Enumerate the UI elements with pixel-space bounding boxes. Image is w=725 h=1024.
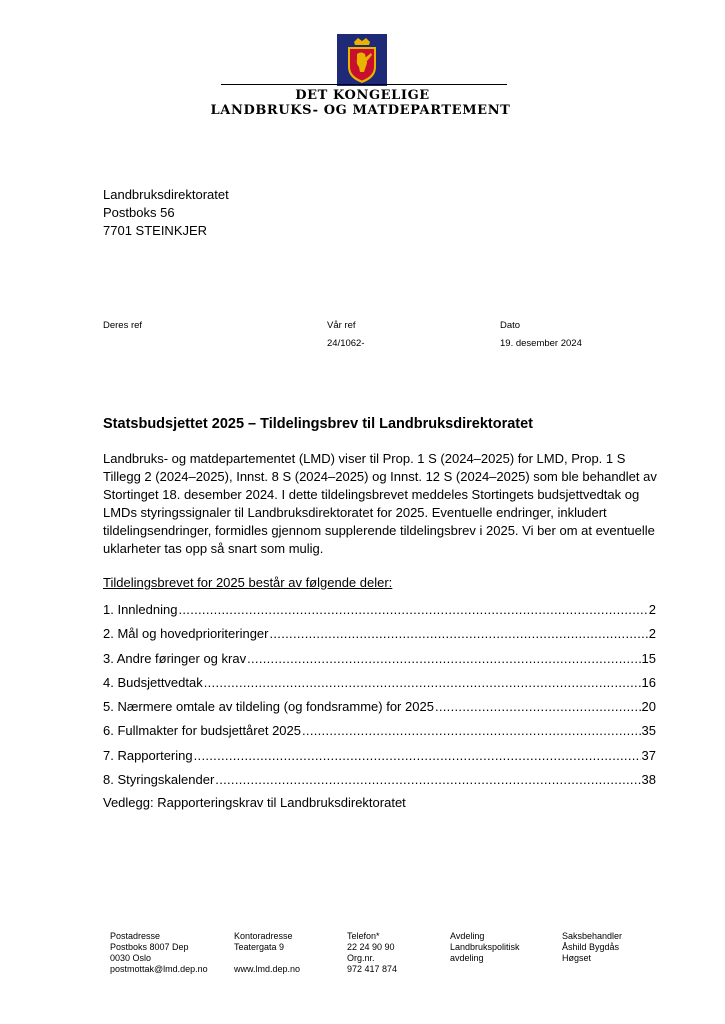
toc-entry-page: 38 (641, 772, 656, 788)
toc-leader (178, 602, 647, 617)
footer-line: 972 417 874 (347, 964, 398, 974)
footer-line: avdeling (450, 953, 484, 963)
toc-entry-label: 7. Rapportering (103, 747, 193, 763)
your-ref-label: Deres ref (103, 320, 143, 331)
letter-title: Statsbudsjettet 2025 – Tildelingsbrev til Landbruksdirektoratet (103, 416, 534, 432)
footer-label: Avdeling (450, 931, 485, 941)
toc-entry-page: 35 (641, 723, 656, 739)
footer-line: Høgset (562, 953, 592, 963)
toc-leader (247, 651, 640, 666)
toc-entry[interactable] (103, 675, 656, 699)
coat-of-arms-logo (337, 34, 387, 86)
toc-entry[interactable] (103, 651, 656, 675)
toc-entry-page: 16 (641, 674, 656, 690)
header-rule (221, 84, 507, 85)
toc-entry-label: 4. Budsjettvedtak (103, 674, 203, 690)
footer-line: Postboks 8007 Dep (110, 942, 189, 952)
toc-entry[interactable] (103, 626, 656, 650)
toc-entry-page: 15 (641, 650, 656, 666)
footer-line: 0030 Oslo (110, 953, 152, 963)
toc-leader (269, 626, 647, 641)
intro-paragraph: Landbruks- og matdepartementet (LMD) viser til Prop. 1 S (2024–2025) for LMD, Prop. 1 S Tillegg 2 (2024–2025), Innst. 8 S (2024–2025) og Innst. 12 S (2024–2025) som ble behandlet av Stortinget 18. desember 2024. I dette tildelingsbrevet meddeles Stortingets budsjettvedtak og LMDs styringssignaler til Landbruksdirektoratet for 2025. Eventuelle endringer, inkludert tildelingsendringer, formidles gjennom supplerende tildelingsbrev i 2025. Vi ber om at eventuelle uklarheter tas opp så snart som mulig. (103, 451, 657, 556)
footer-line (234, 953, 300, 964)
toc-entry-label: 8. Styringskalender (103, 772, 215, 788)
toc-entry-label: 3. Andre føringer og krav (103, 650, 247, 666)
recipient-address (103, 186, 229, 240)
toc-entry[interactable] (103, 723, 656, 747)
footer-office-address (234, 931, 300, 975)
toc-entry-page: 2 (648, 626, 656, 642)
toc-entry-label: 5. Nærmere omtale av tildeling (og fondsramme) for 2025 (103, 699, 434, 715)
footer-label: Postadresse (110, 931, 161, 941)
our-ref-value: 24/1062- (327, 338, 365, 349)
recipient-postal: 7701 STEINKJER (103, 223, 208, 238)
footer-line: Landbrukspolitisk (450, 942, 520, 952)
attachment-line: Vedlegg: Rapporteringskrav til Landbruksdirektoratet (103, 795, 406, 810)
footer-label: Saksbehandler (562, 931, 623, 941)
table-of-contents (103, 602, 656, 796)
footer-website[interactable]: www.lmd.dep.no (234, 964, 301, 974)
our-ref-label: Vår ref (327, 320, 356, 331)
footer-line: Teatergata 9 (234, 942, 285, 952)
footer-line: 22 24 90 90 (347, 942, 395, 952)
toc-entry-label: 1. Innledning (103, 602, 178, 617)
footer-phone (347, 931, 397, 975)
toc-entry[interactable] (103, 772, 656, 796)
footer-line: Org.nr. (347, 953, 375, 963)
toc-entry-label: 2. Mål og hovedprioriteringer (103, 626, 269, 642)
date-value: 19. desember 2024 (500, 338, 582, 349)
toc-leader (194, 748, 641, 763)
toc-entry-page: 2 (648, 602, 656, 617)
footer-label: Kontoradresse (234, 931, 293, 941)
date-label: Dato (500, 320, 521, 331)
recipient-street: Postboks 56 (103, 205, 175, 220)
footer-label: Telefon* (347, 931, 380, 941)
toc-heading: Tildelingsbrevet for 2025 består av følgende deler: (103, 575, 393, 590)
recipient-name: Landbruksdirektoratet (103, 187, 229, 202)
footer-case-officer (562, 931, 622, 964)
footer-email[interactable]: postmottak@lmd.dep.no (110, 964, 208, 974)
toc-leader (215, 772, 640, 787)
toc-entry-page: 37 (641, 747, 656, 763)
toc-entry[interactable] (103, 748, 656, 772)
toc-leader (435, 699, 641, 714)
toc-entry-label: 6. Fullmakter for budsjettåret 2025 (103, 723, 301, 739)
ministry-name-line1: DET KONGELIGE (295, 88, 430, 103)
footer-department (450, 931, 520, 964)
ministry-name-line2: LANDBRUKS- OG MATDEPARTEMENT (210, 103, 511, 118)
toc-leader (302, 723, 641, 738)
toc-entry[interactable] (103, 602, 656, 626)
toc-entry[interactable] (103, 699, 656, 723)
toc-leader (204, 675, 641, 690)
footer-postal-address (110, 931, 208, 975)
toc-entry-page: 20 (641, 699, 656, 715)
footer-line: Åshild Bygdås (562, 942, 620, 952)
